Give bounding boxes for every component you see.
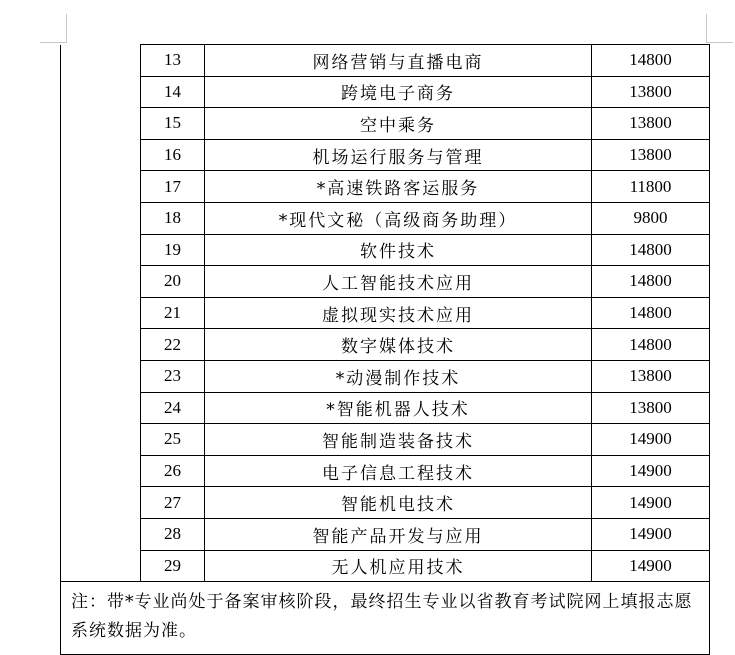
- major-name: 电子信息工程技术: [205, 455, 592, 487]
- tuition-fee: 13800: [592, 360, 710, 392]
- tuition-fee: 13800: [592, 139, 710, 171]
- table-row: [61, 424, 710, 456]
- table-row: [61, 487, 710, 519]
- row-number: 28: [141, 518, 205, 550]
- major-name: 智能制造装备技术: [205, 424, 592, 456]
- major-name: *智能机器人技术: [205, 392, 592, 424]
- row-number: 19: [141, 234, 205, 266]
- table-row: [61, 202, 710, 234]
- major-name: 空中乘务: [205, 108, 592, 140]
- row-number: 29: [141, 550, 205, 582]
- tuition-fee: 14800: [592, 266, 710, 298]
- table-row: [61, 550, 710, 582]
- row-number: 22: [141, 329, 205, 361]
- tuition-fee: 13800: [592, 76, 710, 108]
- row-number: 15: [141, 108, 205, 140]
- major-name: 数字媒体技术: [205, 329, 592, 361]
- major-name: 软件技术: [205, 234, 592, 266]
- tuition-fee: 14800: [592, 234, 710, 266]
- tuition-fee: 11800: [592, 171, 710, 203]
- table-row: [61, 297, 710, 329]
- row-number: 17: [141, 171, 205, 203]
- tuition-table-body: [61, 45, 710, 655]
- major-name: 跨境电子商务: [205, 76, 592, 108]
- row-number: 21: [141, 297, 205, 329]
- tuition-fee: 13800: [592, 108, 710, 140]
- table-row: [61, 455, 710, 487]
- major-name: *高速铁路客运服务: [205, 171, 592, 203]
- table-row: [61, 171, 710, 203]
- crop-mark-top-right-vertical: [706, 14, 707, 43]
- table-row: [61, 266, 710, 298]
- tuition-fee: 14900: [592, 518, 710, 550]
- table-row: [61, 234, 710, 266]
- table-row: [61, 360, 710, 392]
- table-row: [61, 392, 710, 424]
- tuition-fee: 14800: [592, 297, 710, 329]
- major-name: *动漫制作技术: [205, 360, 592, 392]
- row-number: 20: [141, 266, 205, 298]
- tuition-fee: 14900: [592, 550, 710, 582]
- crop-mark-top-left-vertical: [66, 14, 67, 43]
- row-number: 27: [141, 487, 205, 519]
- major-name: 人工智能技术应用: [205, 266, 592, 298]
- table-row: [61, 329, 710, 361]
- major-name: 智能机电技术: [205, 487, 592, 519]
- row-number: 18: [141, 202, 205, 234]
- category-cell: [61, 45, 141, 582]
- row-number: 24: [141, 392, 205, 424]
- major-name: 无人机应用技术: [205, 550, 592, 582]
- tuition-fee: 9800: [592, 202, 710, 234]
- table-row: [61, 45, 710, 77]
- row-number: 13: [141, 45, 205, 77]
- tuition-fee: 13800: [592, 392, 710, 424]
- major-name: 虚拟现实技术应用: [205, 297, 592, 329]
- tuition-fee: 14900: [592, 455, 710, 487]
- major-name: *现代文秘（高级商务助理）: [205, 202, 592, 234]
- major-name: 网络营销与直播电商: [205, 45, 592, 77]
- tuition-fee: 14800: [592, 329, 710, 361]
- note-row: [61, 582, 710, 655]
- tuition-fee: 14900: [592, 487, 710, 519]
- table-row: [61, 76, 710, 108]
- tuition-table: [60, 44, 710, 655]
- table-row: [61, 108, 710, 140]
- row-number: 26: [141, 455, 205, 487]
- table-row: [61, 139, 710, 171]
- crop-mark-top-right-horizontal: [706, 42, 733, 43]
- tuition-fee: 14800: [592, 45, 710, 77]
- row-number: 16: [141, 139, 205, 171]
- major-name: 智能产品开发与应用: [205, 518, 592, 550]
- tuition-fee: 14900: [592, 424, 710, 456]
- row-number: 25: [141, 424, 205, 456]
- row-number: 14: [141, 76, 205, 108]
- row-number: 23: [141, 360, 205, 392]
- crop-mark-top-left-horizontal: [40, 42, 67, 43]
- table-row: [61, 518, 710, 550]
- major-name: 机场运行服务与管理: [205, 139, 592, 171]
- footnote: 注：带*专业尚处于备案审核阶段，最终招生专业以省教育考试院网上填报志愿系统数据为准。: [61, 582, 710, 655]
